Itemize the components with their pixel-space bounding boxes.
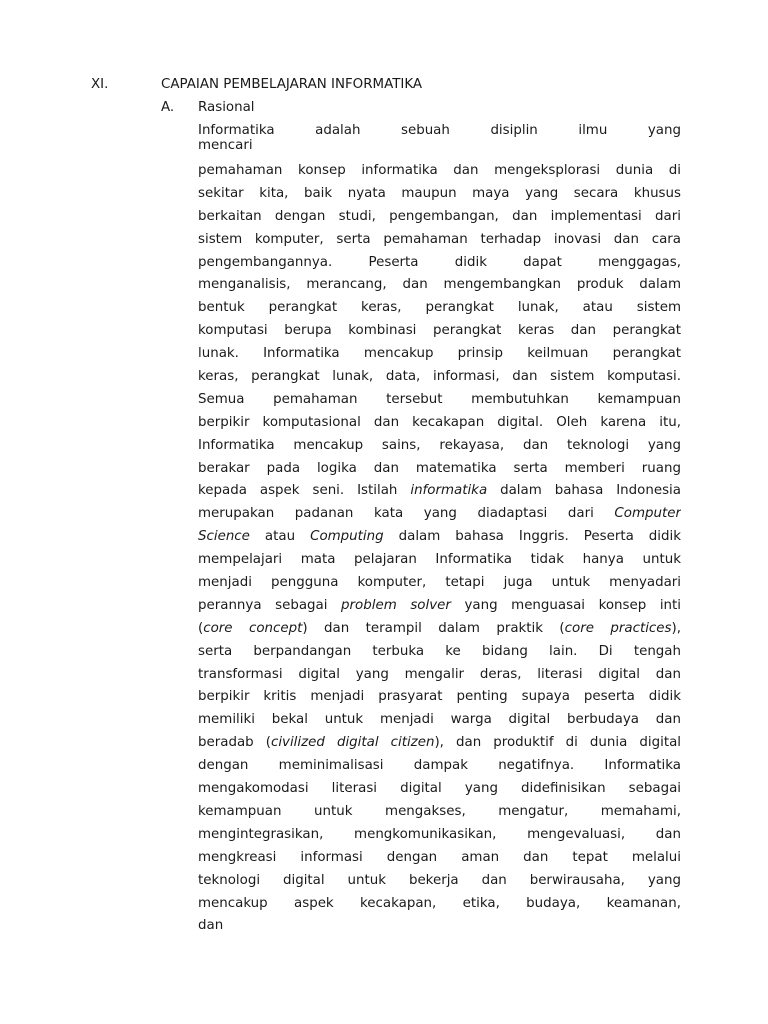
text-line: [198, 618, 681, 641]
text-run: berpikir kritis menjadi prasyarat penting supaya peserta didik: [198, 689, 681, 705]
italic-run: Science: [198, 529, 250, 545]
text-line: [198, 526, 681, 549]
text-line: [198, 801, 681, 824]
text-line: [198, 320, 681, 343]
text-run: dengan meminimalisasi dampak negatifnya. Informatika: [198, 758, 681, 774]
italic-run: core concept: [203, 620, 303, 636]
text-line: [198, 160, 681, 183]
text-line: [198, 778, 681, 801]
subsection-letter: A.: [161, 100, 175, 115]
text-run: dalam bahasa Indonesia: [487, 483, 681, 499]
text-line: [198, 732, 681, 755]
text-run: pemahaman konsep informatika dan mengeksplorasi dunia di: [198, 163, 681, 178]
text-line: [198, 641, 681, 664]
first-line-word: disiplin: [490, 123, 538, 138]
text-line: [198, 229, 681, 252]
text-run: memiliki bekal untuk menjadi warga digital berbudaya dan: [198, 712, 681, 728]
text-line: [198, 847, 681, 870]
subsection-title: Rasional: [198, 100, 255, 115]
text-line: [198, 183, 681, 206]
text-run: sistem komputer, serta pemahaman terhadap inovasi dan cara: [198, 231, 681, 247]
text-line: [198, 297, 681, 320]
first-line-word: Informatika: [198, 123, 275, 138]
text-line: [198, 595, 681, 618]
text-run: mengakomodasi literasi digital yang didefinisikan sebagai: [198, 781, 681, 797]
text-run: ) dan terampil dalam praktik (: [302, 620, 565, 636]
text-line: [198, 824, 681, 847]
section-title: CAPAIAN PEMBELAJARAN INFORMATIKA: [161, 77, 423, 92]
text-run: ), dan produktif di dunia digital: [434, 735, 681, 751]
text-line: [198, 572, 681, 595]
first-line-word: sebuah: [400, 123, 450, 138]
text-run: bentuk perangkat keras, perangkat lunak, atau sistem: [198, 300, 681, 316]
text-run: merupakan padanan kata yang diadaptasi dari: [198, 506, 615, 522]
paragraph-first-line-tail: mencari: [198, 138, 253, 153]
text-line: [198, 206, 681, 229]
text-run: kepada aspek seni. Istilah: [198, 483, 411, 499]
italic-run: Computer: [614, 506, 681, 522]
text-run: menjadi pengguna komputer, tetapi juga untuk menyadari: [198, 575, 681, 591]
text-run: berkaitan dengan studi, pengembangan, dan implementasi dari: [198, 208, 681, 224]
text-line: [198, 664, 681, 687]
text-line: [198, 366, 681, 389]
text-run: komputasi berupa kombinasi perangkat keras dan perangkat: [198, 323, 681, 339]
text-line: [198, 755, 681, 778]
italic-run: core practices: [564, 620, 672, 636]
italic-run: civilized digital citizen: [270, 735, 435, 751]
text-line: [198, 870, 681, 893]
text-line: [198, 503, 681, 526]
text-line: [198, 686, 681, 709]
text-line: [198, 549, 681, 572]
text-line: [198, 389, 681, 412]
section-number: XI.: [91, 77, 109, 92]
first-line-word: yang: [647, 123, 681, 138]
text-run: atau: [249, 529, 311, 545]
first-line-word: ilmu: [578, 123, 608, 138]
italic-run: informatika: [410, 483, 488, 499]
paragraph-first-line: [198, 123, 681, 139]
text-line: [198, 252, 681, 275]
text-line: [198, 915, 681, 938]
text-run: beradab (: [198, 735, 271, 751]
text-run: ),: [671, 620, 681, 636]
text-run: dalam bahasa Inggris. Peserta didik: [383, 529, 681, 545]
first-line-word: adalah: [315, 123, 361, 138]
text-line: [198, 480, 681, 503]
text-run: mencakup aspek kecakapan, etika, budaya, keamanan,: [198, 895, 681, 911]
text-run: Semua pemahaman tersebut membutuhkan kemampuan: [198, 391, 681, 407]
text-run: menganalisis, merancang, dan mengembangkan produk dalam: [198, 277, 681, 293]
text-line: [198, 274, 681, 297]
text-run: keras, perangkat lunak, data, informasi, dan sistem komputasi.: [198, 369, 681, 385]
text-line: [198, 412, 681, 435]
text-run: serta berpandangan terbuka ke bidang lain. Di tengah: [198, 643, 681, 659]
text-run: yang menguasai konsep inti: [450, 597, 681, 613]
italic-run: problem solver: [341, 597, 451, 613]
text-run: mengkreasi informasi dengan aman dan tepat melalui: [198, 849, 681, 865]
text-line: [198, 435, 681, 458]
text-line: [198, 343, 681, 366]
italic-run: Computing: [310, 529, 384, 545]
text-run: pengembangannya. Peserta didik dapat menggagas,: [198, 254, 681, 270]
text-run: dan: [198, 918, 224, 934]
text-run: mengintegrasikan, mengkomunikasikan, mengevaluasi, dan: [198, 826, 681, 842]
text-run: lunak. Informatika mencakup prinsip keilmuan perangkat: [198, 346, 681, 362]
text-line: [198, 458, 681, 481]
text-run: (: [198, 620, 204, 636]
text-run: teknologi digital untuk bekerja dan berwirausaha, yang: [198, 872, 681, 888]
text-run: Informatika mencakup sains, rekayasa, dan teknologi yang: [198, 437, 681, 453]
text-run: mempelajari mata pelajaran Informatika tidak hanya untuk: [198, 552, 681, 568]
text-line: [198, 709, 681, 732]
paragraph-body: [198, 160, 681, 938]
text-run: perannya sebagai: [198, 597, 342, 613]
text-run: kemampuan untuk mengakses, mengatur, memahami,: [198, 803, 681, 819]
text-run: berakar pada logika dan matematika serta memberi ruang: [198, 460, 681, 476]
text-run: berpikir komputasional dan kecakapan digital. Oleh karena itu,: [198, 414, 681, 430]
text-run: transformasi digital yang mengalir deras, literasi digital dan: [198, 666, 681, 682]
text-run: sekitar kita, baik nyata maupun maya yang secara khusus: [198, 185, 681, 201]
text-line: [198, 893, 681, 916]
